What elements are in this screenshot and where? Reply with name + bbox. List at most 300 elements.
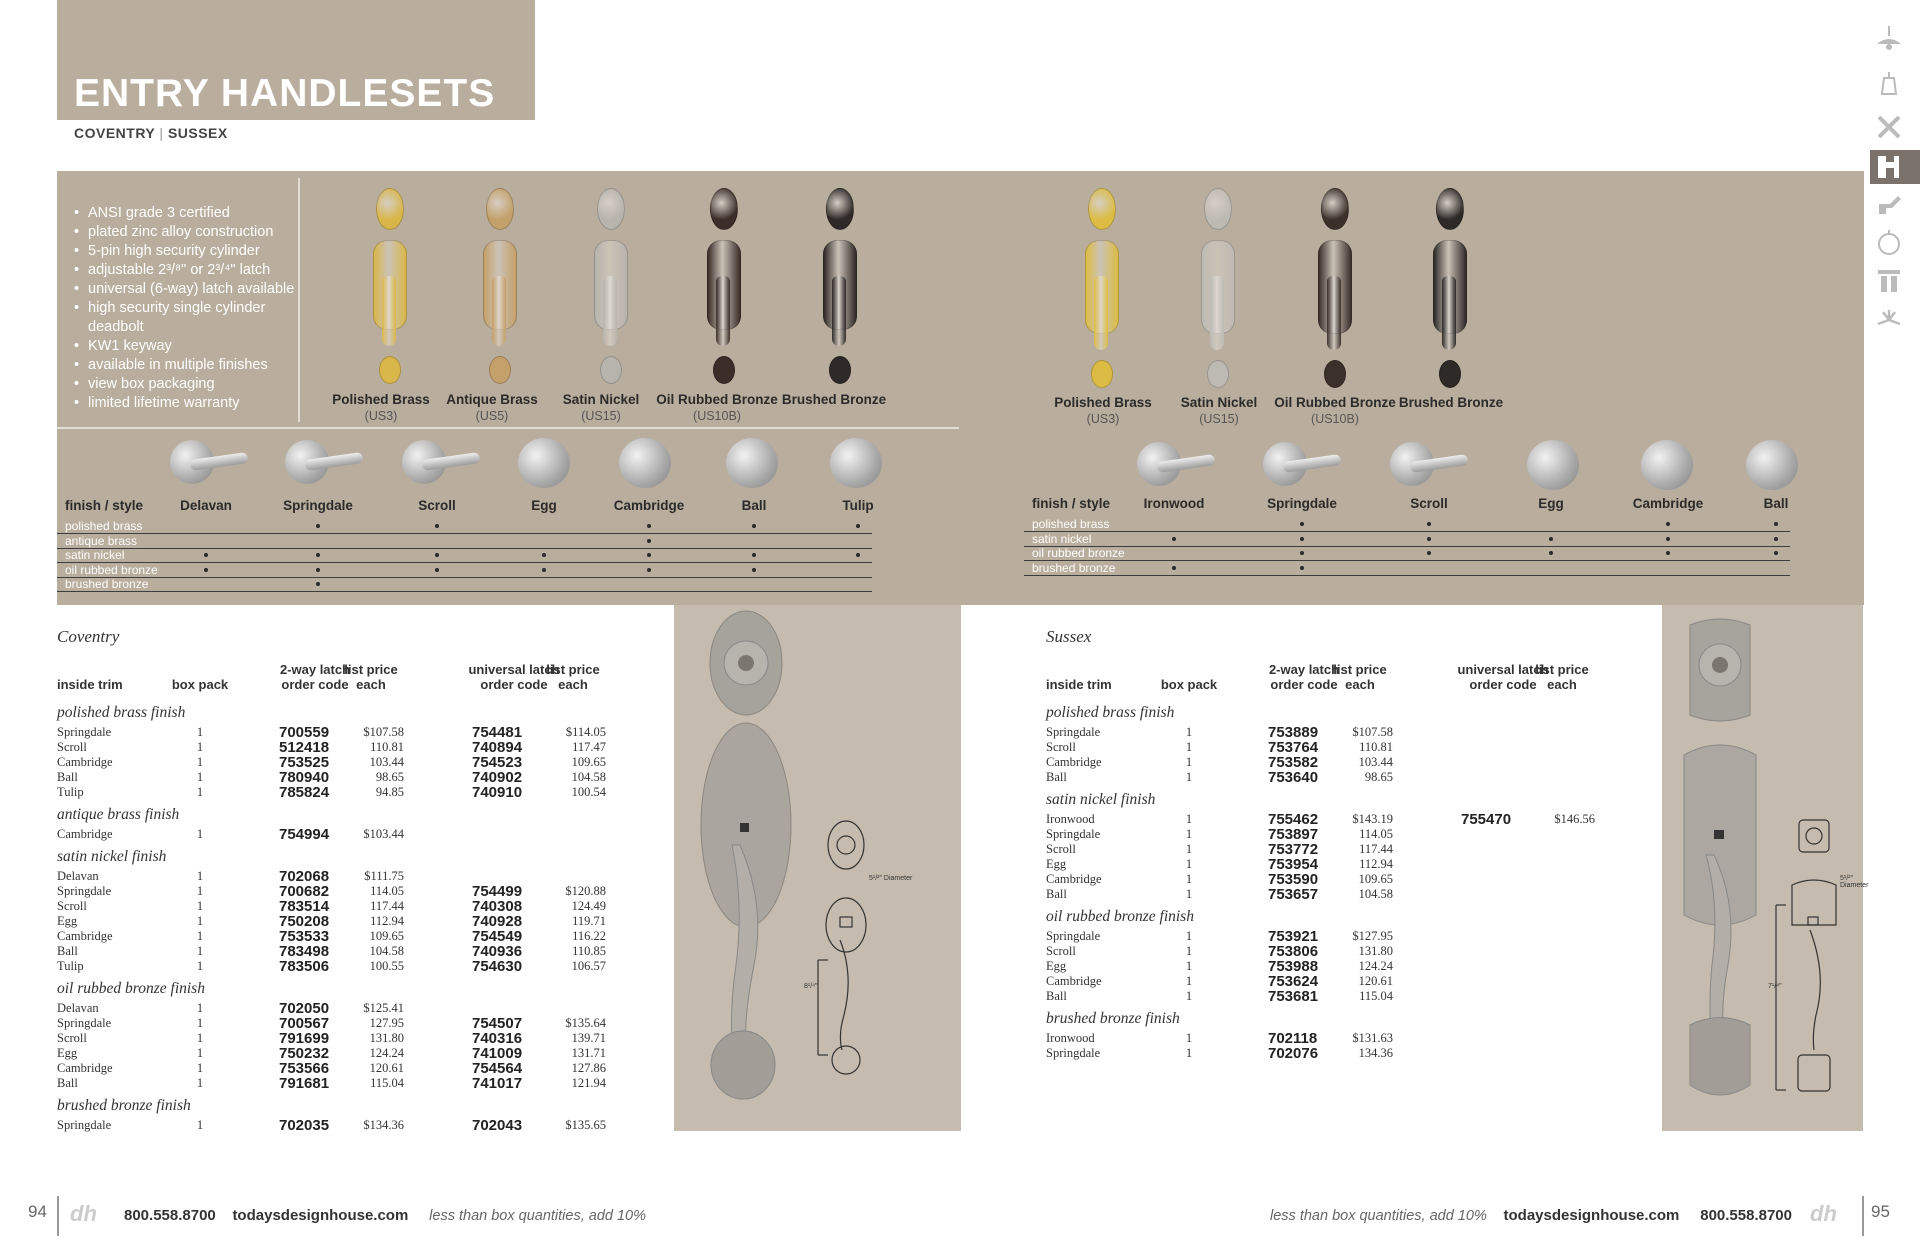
two-way-order-code: 753582 [1268, 754, 1319, 771]
price-row [57, 755, 617, 770]
fan-icon[interactable] [1876, 304, 1902, 330]
two-way-list-price: 124.24 [1358, 959, 1393, 973]
coventry-dim-height: 8¹/⁴" [804, 983, 818, 990]
matrix-row [1024, 562, 1790, 576]
style-label-scroll: Scroll [418, 498, 456, 513]
bottom-plate-image [489, 356, 511, 384]
price-row [57, 1046, 617, 1061]
feature-item: • plated zinc alloy construction [72, 223, 296, 242]
price-row [57, 899, 617, 914]
page-title: ENTRY HANDLESETS [74, 72, 496, 115]
trim-name: Ball [1046, 770, 1067, 784]
grip-image [603, 276, 617, 346]
universal-order-code: 755470 [1461, 811, 1512, 828]
handleset-icon[interactable] [1876, 154, 1902, 180]
availability-dot [1172, 537, 1176, 541]
availability-dot [1427, 551, 1431, 555]
box-pack-qty: 1 [1185, 974, 1193, 988]
box-pack-qty: 1 [196, 914, 204, 928]
trim-name: Springdale [1046, 827, 1101, 841]
finish-heading: polished brass finish [57, 704, 186, 721]
availability-dot [647, 568, 651, 572]
price-row [1046, 974, 1606, 989]
feature-item: • ANSI grade 3 certified [72, 204, 296, 223]
availability-dot [542, 553, 546, 557]
finish-label: Polished Brass [332, 392, 430, 407]
box-pack-qty: 1 [1185, 944, 1193, 958]
finish-heading: brushed bronze finish [57, 1097, 191, 1114]
page-number-right: 95 [1871, 1202, 1890, 1221]
price-row [57, 869, 617, 884]
two-way-order-code: 753566 [279, 1060, 330, 1077]
universal-order-code: 740894 [472, 739, 523, 756]
availability-dot [1666, 551, 1670, 555]
footer-note-left: less than box quantities, add 10% [429, 1208, 646, 1224]
trim-name: Cambridge [1046, 872, 1102, 886]
matrix-row-label: brushed bronze [1032, 560, 1116, 575]
two-way-order-code: 702035 [279, 1117, 330, 1134]
trim-name: Cambridge [57, 755, 113, 769]
matrix-row [57, 578, 872, 592]
two-way-order-code: 750232 [279, 1045, 330, 1062]
column-header: box pack [171, 677, 229, 692]
matrix-row [1024, 533, 1790, 547]
matrix-row-label: polished brass [1032, 517, 1110, 531]
style-label-springdale: Springdale [283, 498, 353, 513]
price-row [57, 929, 617, 944]
lever-trim-image [1390, 442, 1470, 488]
handleset-polished-brass [1072, 188, 1132, 392]
trim-name: Ball [1046, 887, 1067, 901]
deadbolt-image [486, 188, 514, 230]
deadbolt-image [1321, 188, 1349, 230]
grip-image [492, 276, 506, 346]
feature-divider [298, 178, 300, 422]
handleset-satin-nickel [581, 188, 641, 388]
feature-item: • high security single cylinder deadbolt [72, 299, 296, 337]
matrix-row-label: brushed bronze [65, 577, 149, 591]
price-row [1046, 959, 1606, 974]
universal-order-code: 740910 [472, 784, 523, 801]
column-header: list price each [1535, 662, 1589, 692]
box-pack-qty: 1 [196, 1118, 204, 1132]
universal-order-code: 754564 [472, 1060, 523, 1077]
trim-name: Scroll [57, 740, 87, 754]
lever-trim-image [285, 440, 365, 486]
two-way-order-code: 753590 [1268, 871, 1319, 888]
trim-name: Cambridge [57, 1061, 113, 1075]
knob-trim-image [1527, 440, 1579, 490]
availability-dot [647, 539, 651, 543]
trim-name: Springdale [1046, 1046, 1101, 1060]
trim-name: Ball [1046, 989, 1067, 1003]
two-way-list-price: 114.05 [370, 884, 404, 898]
universal-order-code: 754507 [472, 1015, 523, 1032]
footer-note-right: less than box quantities, add 10% [1270, 1208, 1487, 1224]
universal-list-price: 117.47 [572, 740, 606, 754]
price-row [1046, 725, 1606, 740]
footer-divider-right [1862, 1196, 1864, 1236]
two-way-order-code: 700559 [279, 724, 330, 741]
price-row [1046, 770, 1606, 785]
two-way-list-price: 131.80 [1358, 944, 1393, 958]
finish-heading: satin nickel finish [57, 848, 167, 865]
two-way-list-price: 100.55 [369, 959, 404, 973]
style-label-ball: Ball [741, 498, 767, 513]
availability-dot [856, 524, 860, 528]
price-row [1046, 944, 1606, 959]
sussex-dim-height: 7¹/⁴" [1768, 983, 1782, 990]
two-way-order-code: 753806 [1268, 943, 1319, 960]
column-header: box pack [1160, 677, 1218, 692]
universal-order-code: 754549 [472, 928, 523, 945]
band-divider [57, 427, 959, 429]
two-way-list-price: $111.75 [364, 869, 404, 883]
two-way-list-price: 120.61 [369, 1061, 404, 1075]
price-row [57, 785, 617, 800]
deadbolt-image [710, 188, 738, 230]
handleset-brushed-bronze [1420, 188, 1480, 392]
grip-image [1210, 276, 1224, 350]
box-pack-qty: 1 [1185, 740, 1193, 754]
two-way-order-code: 750208 [279, 913, 330, 930]
grip-image [1327, 276, 1341, 350]
two-way-list-price: 114.05 [1359, 827, 1393, 841]
bottom-plate-image [1091, 360, 1113, 388]
two-way-list-price: 120.61 [1358, 974, 1393, 988]
universal-order-code: 702043 [472, 1117, 523, 1134]
two-way-order-code: 753954 [1268, 856, 1319, 873]
universal-order-code: 754481 [472, 724, 523, 741]
box-pack-qty: 1 [196, 785, 204, 799]
price-row [1046, 989, 1606, 1004]
feature-item: • KW1 keyway [72, 337, 296, 356]
two-way-list-price: 110.81 [370, 740, 404, 754]
two-way-list-price: 117.44 [370, 899, 404, 913]
availability-dot [316, 553, 320, 557]
universal-list-price: $114.05 [565, 725, 606, 739]
two-way-order-code: 783506 [279, 958, 330, 975]
universal-order-code: 754630 [472, 958, 523, 975]
mirror-icon[interactable] [1876, 230, 1902, 256]
price-row [1046, 812, 1606, 827]
box-pack-qty: 1 [196, 944, 204, 958]
bottom-plate-image [379, 356, 401, 384]
footer-site-left[interactable]: todaysdesignhouse.com [232, 1207, 409, 1224]
bottom-plate-image [1207, 360, 1229, 388]
two-way-order-code: 753764 [1268, 739, 1319, 756]
two-way-order-code: 783514 [279, 898, 330, 915]
handleset-polished-brass [360, 188, 420, 388]
two-way-list-price: 134.36 [1358, 1046, 1393, 1060]
page-number-left: 94 [28, 1202, 47, 1221]
style-label-tulip: Tulip [842, 498, 874, 513]
style-label-ironwood: Ironwood [1143, 496, 1205, 511]
two-way-order-code: 754994 [279, 826, 330, 843]
availability-dot [752, 568, 756, 572]
box-pack-qty: 1 [196, 1001, 204, 1015]
two-way-order-code: 753525 [279, 754, 330, 771]
two-way-order-code: 753657 [1268, 886, 1319, 903]
style-label-cambridge: Cambridge [613, 498, 685, 513]
two-way-order-code: 791699 [279, 1030, 330, 1047]
box-pack-qty: 1 [1185, 755, 1193, 769]
finish-label: Oil Rubbed Bronze [656, 392, 778, 407]
universal-list-price: 110.85 [572, 944, 606, 958]
tools-icon[interactable] [1876, 114, 1902, 140]
two-way-order-code: 700682 [279, 883, 330, 900]
price-row [57, 914, 617, 929]
sussex-photo [1662, 605, 1869, 1131]
feature-item: • universal (6-way) latch available [72, 280, 296, 299]
two-way-list-price: $107.58 [1352, 725, 1393, 739]
feature-item: • view box packaging [72, 375, 296, 394]
availability-dot [542, 568, 546, 572]
finish-code: (US10B) [693, 409, 741, 423]
matrix-header: finish / style [65, 498, 144, 513]
subtitle-separator: | [159, 125, 164, 141]
deadbolt-image [826, 188, 854, 230]
availability-dot [647, 524, 651, 528]
handleset-satin-nickel [1188, 188, 1248, 392]
style-label-springdale: Springdale [1267, 496, 1337, 511]
universal-list-price: 116.22 [572, 929, 606, 943]
price-row [1046, 827, 1606, 842]
availability-dot [435, 524, 439, 528]
price-row [57, 1016, 617, 1031]
handleset-oil-rubbed-bronze [1305, 188, 1365, 392]
trim-name: Ironwood [1046, 812, 1095, 826]
column-header: inside trim [57, 677, 123, 692]
availability-dot [316, 582, 320, 586]
trim-name: Springdale [1046, 725, 1101, 739]
knob-trim-image [1641, 440, 1693, 490]
price-row [1046, 929, 1606, 944]
finish-heading: satin nickel finish [1046, 791, 1156, 808]
universal-list-price: 131.71 [571, 1046, 606, 1060]
finish-label: Polished Brass [1054, 395, 1152, 410]
availability-dot [1300, 522, 1304, 526]
grip-image [382, 276, 396, 346]
trim-name: Ball [57, 770, 78, 784]
two-way-list-price: 104.58 [1358, 887, 1393, 901]
matrix-row-label: satin nickel [1032, 531, 1092, 546]
trim-name: Cambridge [1046, 755, 1102, 769]
two-way-order-code: 753640 [1268, 769, 1319, 786]
trim-name: Cambridge [57, 827, 113, 841]
two-way-list-price: $143.19 [1352, 812, 1393, 826]
universal-list-price: 124.49 [571, 899, 606, 913]
footer-phone-right[interactable]: 800.558.8700 [1700, 1207, 1792, 1224]
finish-code: (US15) [1199, 412, 1239, 426]
box-pack-qty: 1 [1185, 1031, 1193, 1045]
style-label-scroll: Scroll [1410, 496, 1448, 511]
lever-trim-image [402, 440, 482, 486]
matrix-row-label: oil rubbed bronze [65, 562, 158, 577]
coventry-handleset-illustration [674, 605, 961, 1131]
box-pack-qty: 1 [1185, 842, 1193, 856]
availability-dot [1666, 537, 1670, 541]
availability-dot [1549, 537, 1553, 541]
deadbolt-image [376, 188, 404, 230]
price-row [1046, 755, 1606, 770]
style-label-egg: Egg [1538, 496, 1564, 511]
trim-name: Ball [57, 1076, 78, 1090]
two-way-list-price: 117.44 [1359, 842, 1393, 856]
matrix-row [1024, 547, 1790, 561]
two-way-list-price: 98.65 [375, 770, 404, 784]
universal-order-code: 754499 [472, 883, 523, 900]
price-row [57, 1001, 617, 1016]
column-header: universal latch order code [468, 662, 560, 692]
finish-code: (US5) [475, 409, 509, 423]
universal-order-code: 740308 [472, 898, 523, 915]
deadbolt-image [1436, 188, 1464, 230]
price-row [57, 725, 617, 740]
matrix-row [57, 535, 872, 549]
box-pack-qty: 1 [1185, 989, 1193, 1003]
box-pack-qty: 1 [196, 884, 204, 898]
two-way-order-code: 512418 [279, 739, 330, 756]
trim-name: Cambridge [1046, 974, 1102, 988]
universal-order-code: 740316 [472, 1030, 523, 1047]
column-header: 2-way latch order code [279, 662, 351, 692]
matrix-row-label: polished brass [65, 519, 143, 533]
two-way-order-code: 702068 [279, 868, 330, 885]
two-way-list-price: $134.36 [363, 1118, 404, 1132]
availability-dot [1427, 522, 1431, 526]
footer-left [124, 1207, 646, 1224]
sussex-title: Sussex [1046, 627, 1092, 646]
finish-label: Antique Brass [446, 392, 538, 407]
universal-list-price: 109.65 [571, 755, 606, 769]
availability-dot [1427, 537, 1431, 541]
box-pack-qty: 1 [196, 869, 204, 883]
availability-dot [1774, 551, 1778, 555]
two-way-order-code: 780940 [279, 769, 330, 786]
price-row [1046, 872, 1606, 887]
two-way-order-code: 753921 [1268, 928, 1319, 945]
two-way-list-price: $103.44 [363, 827, 404, 841]
two-way-list-price: 131.80 [369, 1031, 404, 1045]
feature-item: • limited lifetime warranty [72, 394, 296, 413]
price-row [57, 740, 617, 755]
availability-dot [1300, 537, 1304, 541]
two-way-list-price: $127.95 [1352, 929, 1393, 943]
lantern-icon[interactable] [1876, 72, 1902, 98]
two-way-list-price: 112.94 [370, 914, 404, 928]
cabinet-icon[interactable] [1876, 268, 1902, 294]
box-pack-qty: 1 [196, 740, 204, 754]
two-way-order-code: 753533 [279, 928, 330, 945]
box-pack-qty: 1 [1185, 857, 1193, 871]
two-way-list-price: 104.58 [369, 944, 404, 958]
box-pack-qty: 1 [196, 770, 204, 784]
universal-list-price: 104.58 [571, 770, 606, 784]
two-way-order-code: 702050 [279, 1000, 330, 1017]
price-row [57, 944, 617, 959]
two-way-list-price: $125.41 [363, 1001, 404, 1015]
box-pack-qty: 1 [1185, 725, 1193, 739]
style-label-ball: Ball [1763, 496, 1789, 511]
sussex-dim-diameter: 5¹/²" Diameter [1840, 875, 1869, 889]
feature-item: • adjustable 2³/⁸" or 2³/⁴" latch [72, 261, 296, 280]
finish-heading: oil rubbed bronze finish [1046, 908, 1194, 925]
trim-name: Springdale [57, 1016, 112, 1030]
box-pack-qty: 1 [196, 899, 204, 913]
price-row [1046, 1046, 1606, 1061]
coventry-photo [674, 605, 961, 1131]
two-way-list-price: 127.95 [369, 1016, 404, 1030]
trim-name: Delavan [57, 1001, 99, 1015]
price-row [57, 884, 617, 899]
universal-list-price: 121.94 [571, 1076, 606, 1090]
matrix-row [57, 520, 872, 534]
two-way-order-code: 753681 [1268, 988, 1319, 1005]
column-header: inside trim [1046, 677, 1112, 692]
finish-label: Brushed Bronze [1398, 395, 1504, 410]
feature-item: • 5-pin high security cylinder [72, 242, 296, 261]
finish-heading: oil rubbed bronze finish [57, 980, 205, 997]
sussex-handleset-illustration [1662, 605, 1863, 1131]
matrix-row [57, 564, 872, 578]
universal-order-code: 740936 [472, 943, 523, 960]
box-pack-qty: 1 [1185, 887, 1193, 901]
two-way-list-price: 115.04 [1359, 989, 1393, 1003]
feature-item: • available in multiple finishes [72, 356, 296, 375]
grip-image [716, 276, 730, 346]
box-pack-qty: 1 [1185, 812, 1193, 826]
grip-image [832, 276, 846, 346]
matrix-row [1024, 518, 1790, 532]
trim-name: Scroll [1046, 944, 1076, 958]
availability-dot [435, 568, 439, 572]
logo-right: dh [1810, 1201, 1837, 1226]
availability-dot [204, 568, 208, 572]
pendant-light-icon[interactable] [1876, 26, 1902, 52]
universal-list-price: $135.65 [565, 1118, 606, 1132]
footer-site-right[interactable]: todaysdesignhouse.com [1503, 1207, 1680, 1224]
two-way-list-price: 110.81 [1359, 740, 1393, 754]
price-row [57, 1061, 617, 1076]
style-label-delavan: Delavan [180, 498, 232, 513]
availability-dot [435, 553, 439, 557]
trim-name: Springdale [1046, 929, 1101, 943]
knob-trim-image [1746, 440, 1798, 490]
availability-dot [752, 553, 756, 557]
finish-label: Oil Rubbed Bronze [1274, 395, 1396, 410]
column-header: 2-way latch order code [1268, 662, 1340, 692]
faucet-icon[interactable] [1876, 192, 1902, 218]
price-row [57, 1076, 617, 1091]
two-way-order-code: 783498 [279, 943, 330, 960]
bottom-plate-image [1324, 360, 1346, 388]
price-row [57, 1118, 617, 1133]
two-way-list-price: 94.85 [375, 785, 404, 799]
universal-list-price: 139.71 [571, 1031, 606, 1045]
price-row [1046, 1031, 1606, 1046]
availability-dot [647, 553, 651, 557]
box-pack-qty: 1 [196, 827, 204, 841]
lever-trim-image [170, 440, 250, 486]
two-way-order-code: 785824 [279, 784, 330, 801]
availability-dot [1666, 522, 1670, 526]
knob-trim-image [830, 438, 882, 488]
deadbolt-image [597, 188, 625, 230]
footer-phone-left[interactable]: 800.558.8700 [124, 1207, 216, 1224]
price-row [1046, 740, 1606, 755]
handleset-brushed-bronze [810, 188, 870, 388]
